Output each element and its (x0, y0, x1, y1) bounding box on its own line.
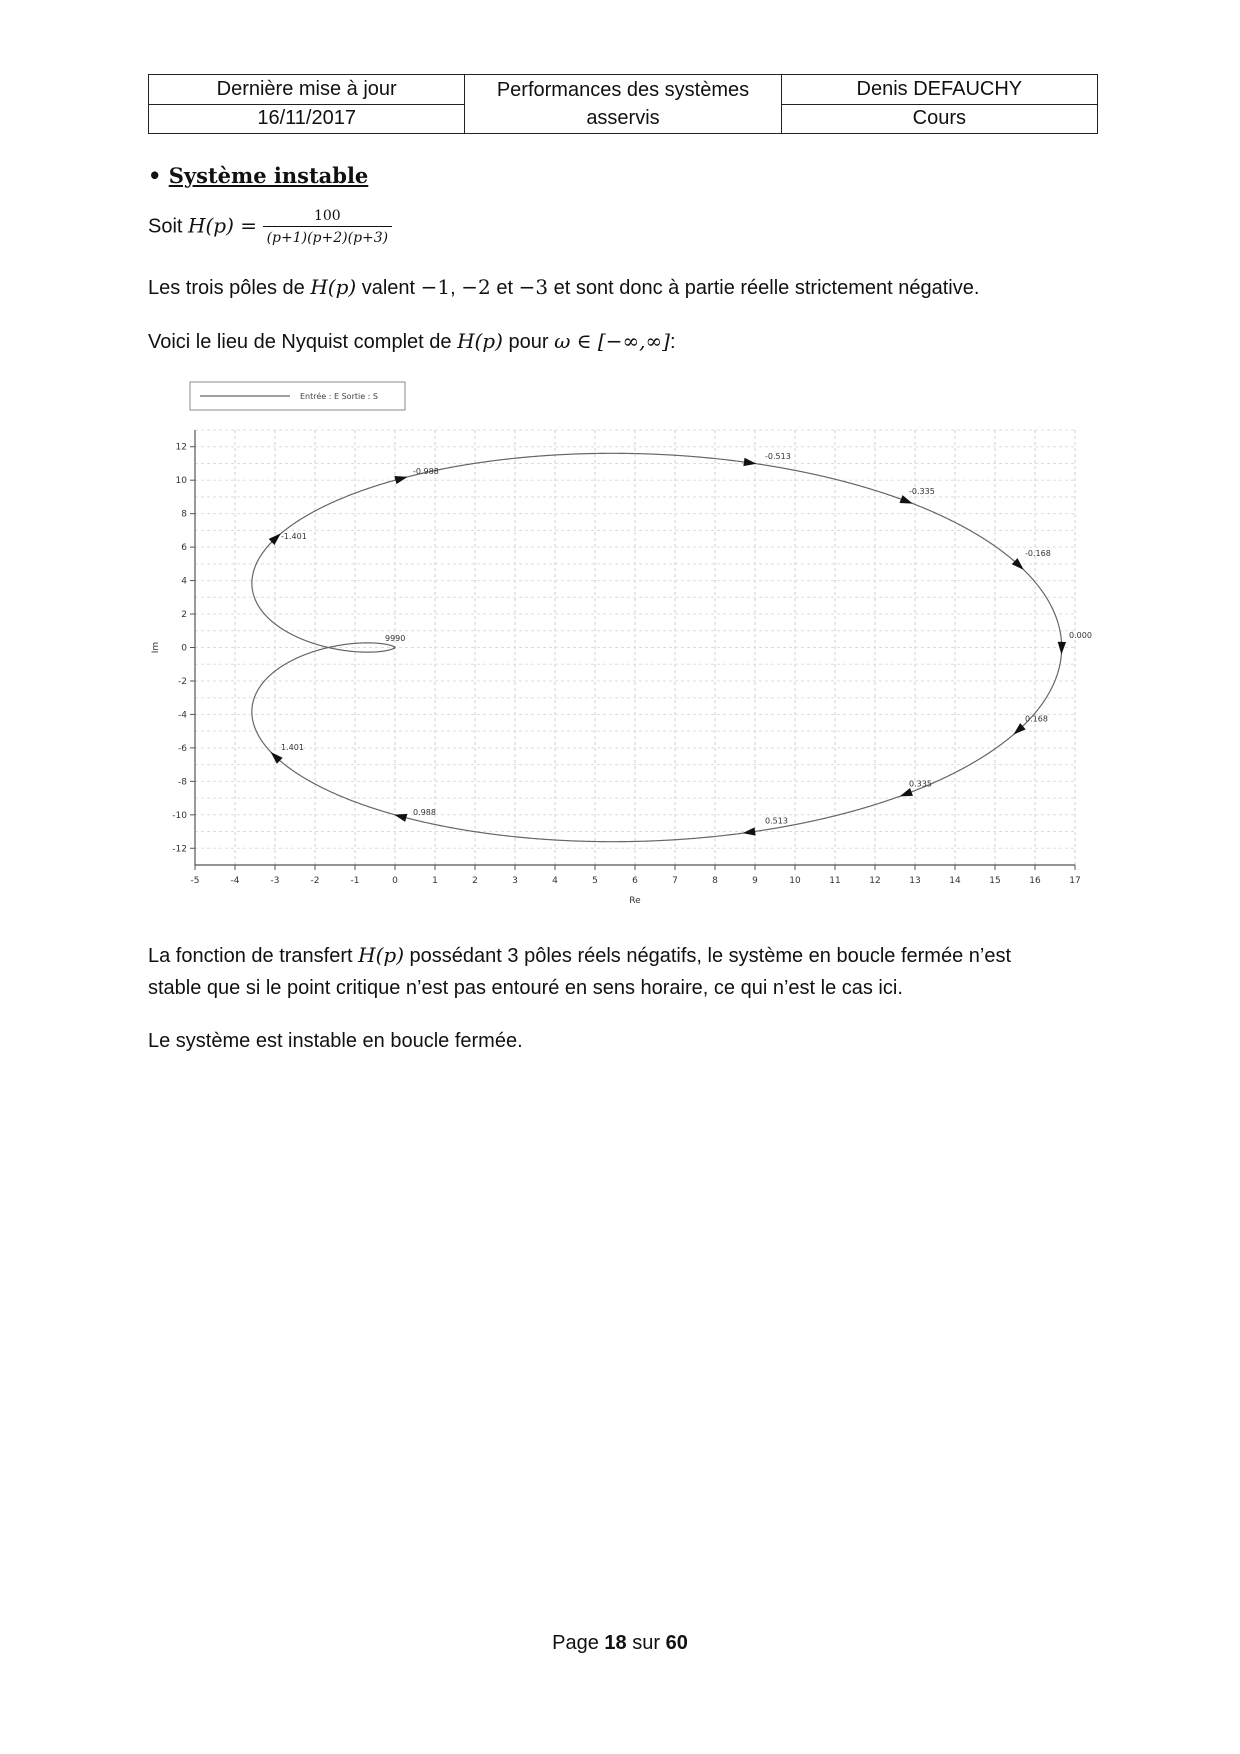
x-tick-label: 10 (789, 876, 801, 886)
text-run: , (450, 277, 462, 299)
x-tick-label: 8 (712, 876, 718, 886)
footer-page-number: 18 (604, 1632, 627, 1654)
footer-page-total: 60 (665, 1632, 688, 1654)
x-tick-label: 7 (672, 876, 678, 886)
x-tick-label: 11 (829, 876, 841, 886)
direction-arrow (743, 827, 756, 835)
annotation-label: -0.335 (909, 486, 935, 496)
text-run: pour (502, 331, 555, 353)
text-run: possédant 3 pôles réels négatifs, le système en boucle fermée n’est (404, 945, 1012, 967)
y-tick-label: -6 (178, 743, 187, 754)
annotation-label: 0.513 (765, 816, 788, 826)
text-run: Voici le lieu de Nyquist complet de (148, 331, 458, 353)
x-tick-label: 12 (869, 876, 881, 886)
math-hp: H(p) (457, 329, 503, 353)
annotation-label: -0.168 (1025, 548, 1051, 558)
title-line-1: Performances des systèmes (496, 79, 750, 101)
math-hp: H(p) (358, 943, 404, 967)
annotation-label: -1.401 (281, 532, 307, 542)
annotation-label: 9990 (385, 634, 406, 644)
formula-lhs: H(p) = (188, 213, 257, 238)
y-tick-label: 10 (175, 476, 187, 487)
y-tick-label: -2 (178, 676, 187, 687)
legend-label: Entrée : E Sortie : S (300, 392, 378, 401)
last-update-label: Dernière mise à jour (149, 75, 465, 105)
text-run: valent (356, 277, 421, 299)
y-tick-label: -4 (178, 710, 187, 721)
update-date: 16/11/2017 (149, 104, 465, 134)
paragraph-nyquist-intro (148, 329, 676, 354)
direction-arrow (394, 814, 407, 822)
annotation-label: 1.401 (281, 742, 304, 752)
paragraph-final: Le système est instable en boucle fermée. (148, 1030, 523, 1052)
paragraph-poles (148, 275, 979, 300)
page-footer (0, 1632, 1240, 1655)
y-axis-label: Im (151, 641, 161, 654)
title-line-2: asservis (586, 107, 660, 129)
x-tick-label: 5 (592, 876, 598, 886)
annotations (281, 452, 1092, 826)
x-tick-label: 15 (989, 876, 1001, 886)
nyquist-plot-svg (150, 380, 1100, 920)
formula-numerator: 100 (263, 208, 393, 227)
annotation-label: -0.513 (765, 451, 791, 461)
y-tick-label: -10 (172, 810, 187, 821)
direction-arrow (899, 495, 912, 503)
y-tick-label: 12 (175, 442, 187, 453)
annotation-label: -0.988 (413, 466, 439, 476)
x-tick-label: 16 (1029, 876, 1041, 886)
author: Denis DEFAUCHY (781, 75, 1097, 105)
x-tick-label: -2 (310, 876, 320, 886)
x-tick-label: -1 (350, 876, 360, 886)
paragraph-conclusion-2: stable que si le point critique n’est pas entouré en sens horaire, ce qui n’est le cas ici. (148, 977, 903, 999)
bullet-icon: • (148, 163, 162, 188)
y-tick-label: 2 (181, 610, 187, 621)
annotation-label: 0.000 (1069, 630, 1092, 640)
text-run: et (490, 277, 519, 299)
x-tick-label: 13 (909, 876, 921, 886)
x-tick-label: -3 (270, 876, 280, 886)
section-title-text: Système instable (168, 163, 369, 188)
math-pole-1: −1 (420, 275, 451, 299)
annotation-label: 0.335 (909, 779, 932, 789)
direction-arrow (900, 788, 913, 796)
x-tick-label: -5 (190, 876, 200, 886)
x-tick-label: -4 (230, 876, 240, 886)
text-run: et sont donc à partie réelle strictement négative. (548, 277, 980, 299)
nyquist-plot (150, 380, 1100, 920)
paragraph-conclusion-1 (148, 943, 1011, 968)
x-tick-label: 2 (472, 876, 478, 886)
x-tick-label: 0 (392, 876, 398, 886)
legend (190, 382, 405, 410)
y-tick-label: 0 (181, 643, 187, 654)
doc-type: Cours (781, 104, 1097, 134)
math-omega-range: ω ∈ [−∞,∞] (554, 329, 670, 353)
x-tick-label: 17 (1069, 876, 1081, 886)
x-tick-label: 6 (632, 876, 638, 886)
formula-prefix: Soit (148, 215, 189, 238)
math-pole-3: −3 (518, 275, 549, 299)
section-title (148, 163, 368, 188)
x-tick-label: 3 (512, 876, 518, 886)
y-tick-label: -12 (172, 844, 187, 855)
footer-of-label: sur (626, 1632, 666, 1654)
direction-arrow (1058, 642, 1066, 655)
y-tick-label: 6 (181, 543, 187, 554)
text-run: La fonction de transfert (148, 945, 359, 967)
annotation-label: 0.988 (413, 808, 436, 818)
footer-page-label: Page (552, 1632, 605, 1654)
x-tick-label: 4 (552, 876, 558, 886)
math-pole-2: −2 (461, 275, 491, 299)
x-axis-label: Re (629, 896, 641, 906)
x-tick-label: 14 (949, 876, 961, 886)
x-tick-label: 9 (752, 876, 758, 886)
y-tick-label: 4 (181, 576, 187, 587)
formula-denominator: (p+1)(p+2)(p+3) (266, 230, 389, 246)
x-tick-label: 1 (432, 876, 438, 886)
direction-arrow (743, 458, 756, 466)
transfer-function (148, 208, 392, 246)
text-run: Les trois pôles de (148, 277, 311, 299)
y-tick-label: 8 (181, 509, 187, 520)
formula-fraction (263, 208, 393, 246)
document-title (465, 75, 781, 134)
annotation-label: 0.168 (1025, 714, 1048, 724)
math-hp: H(p) (310, 275, 357, 299)
text-run: : (669, 331, 676, 353)
header-table (148, 74, 1098, 134)
y-tick-label: -8 (178, 777, 187, 788)
